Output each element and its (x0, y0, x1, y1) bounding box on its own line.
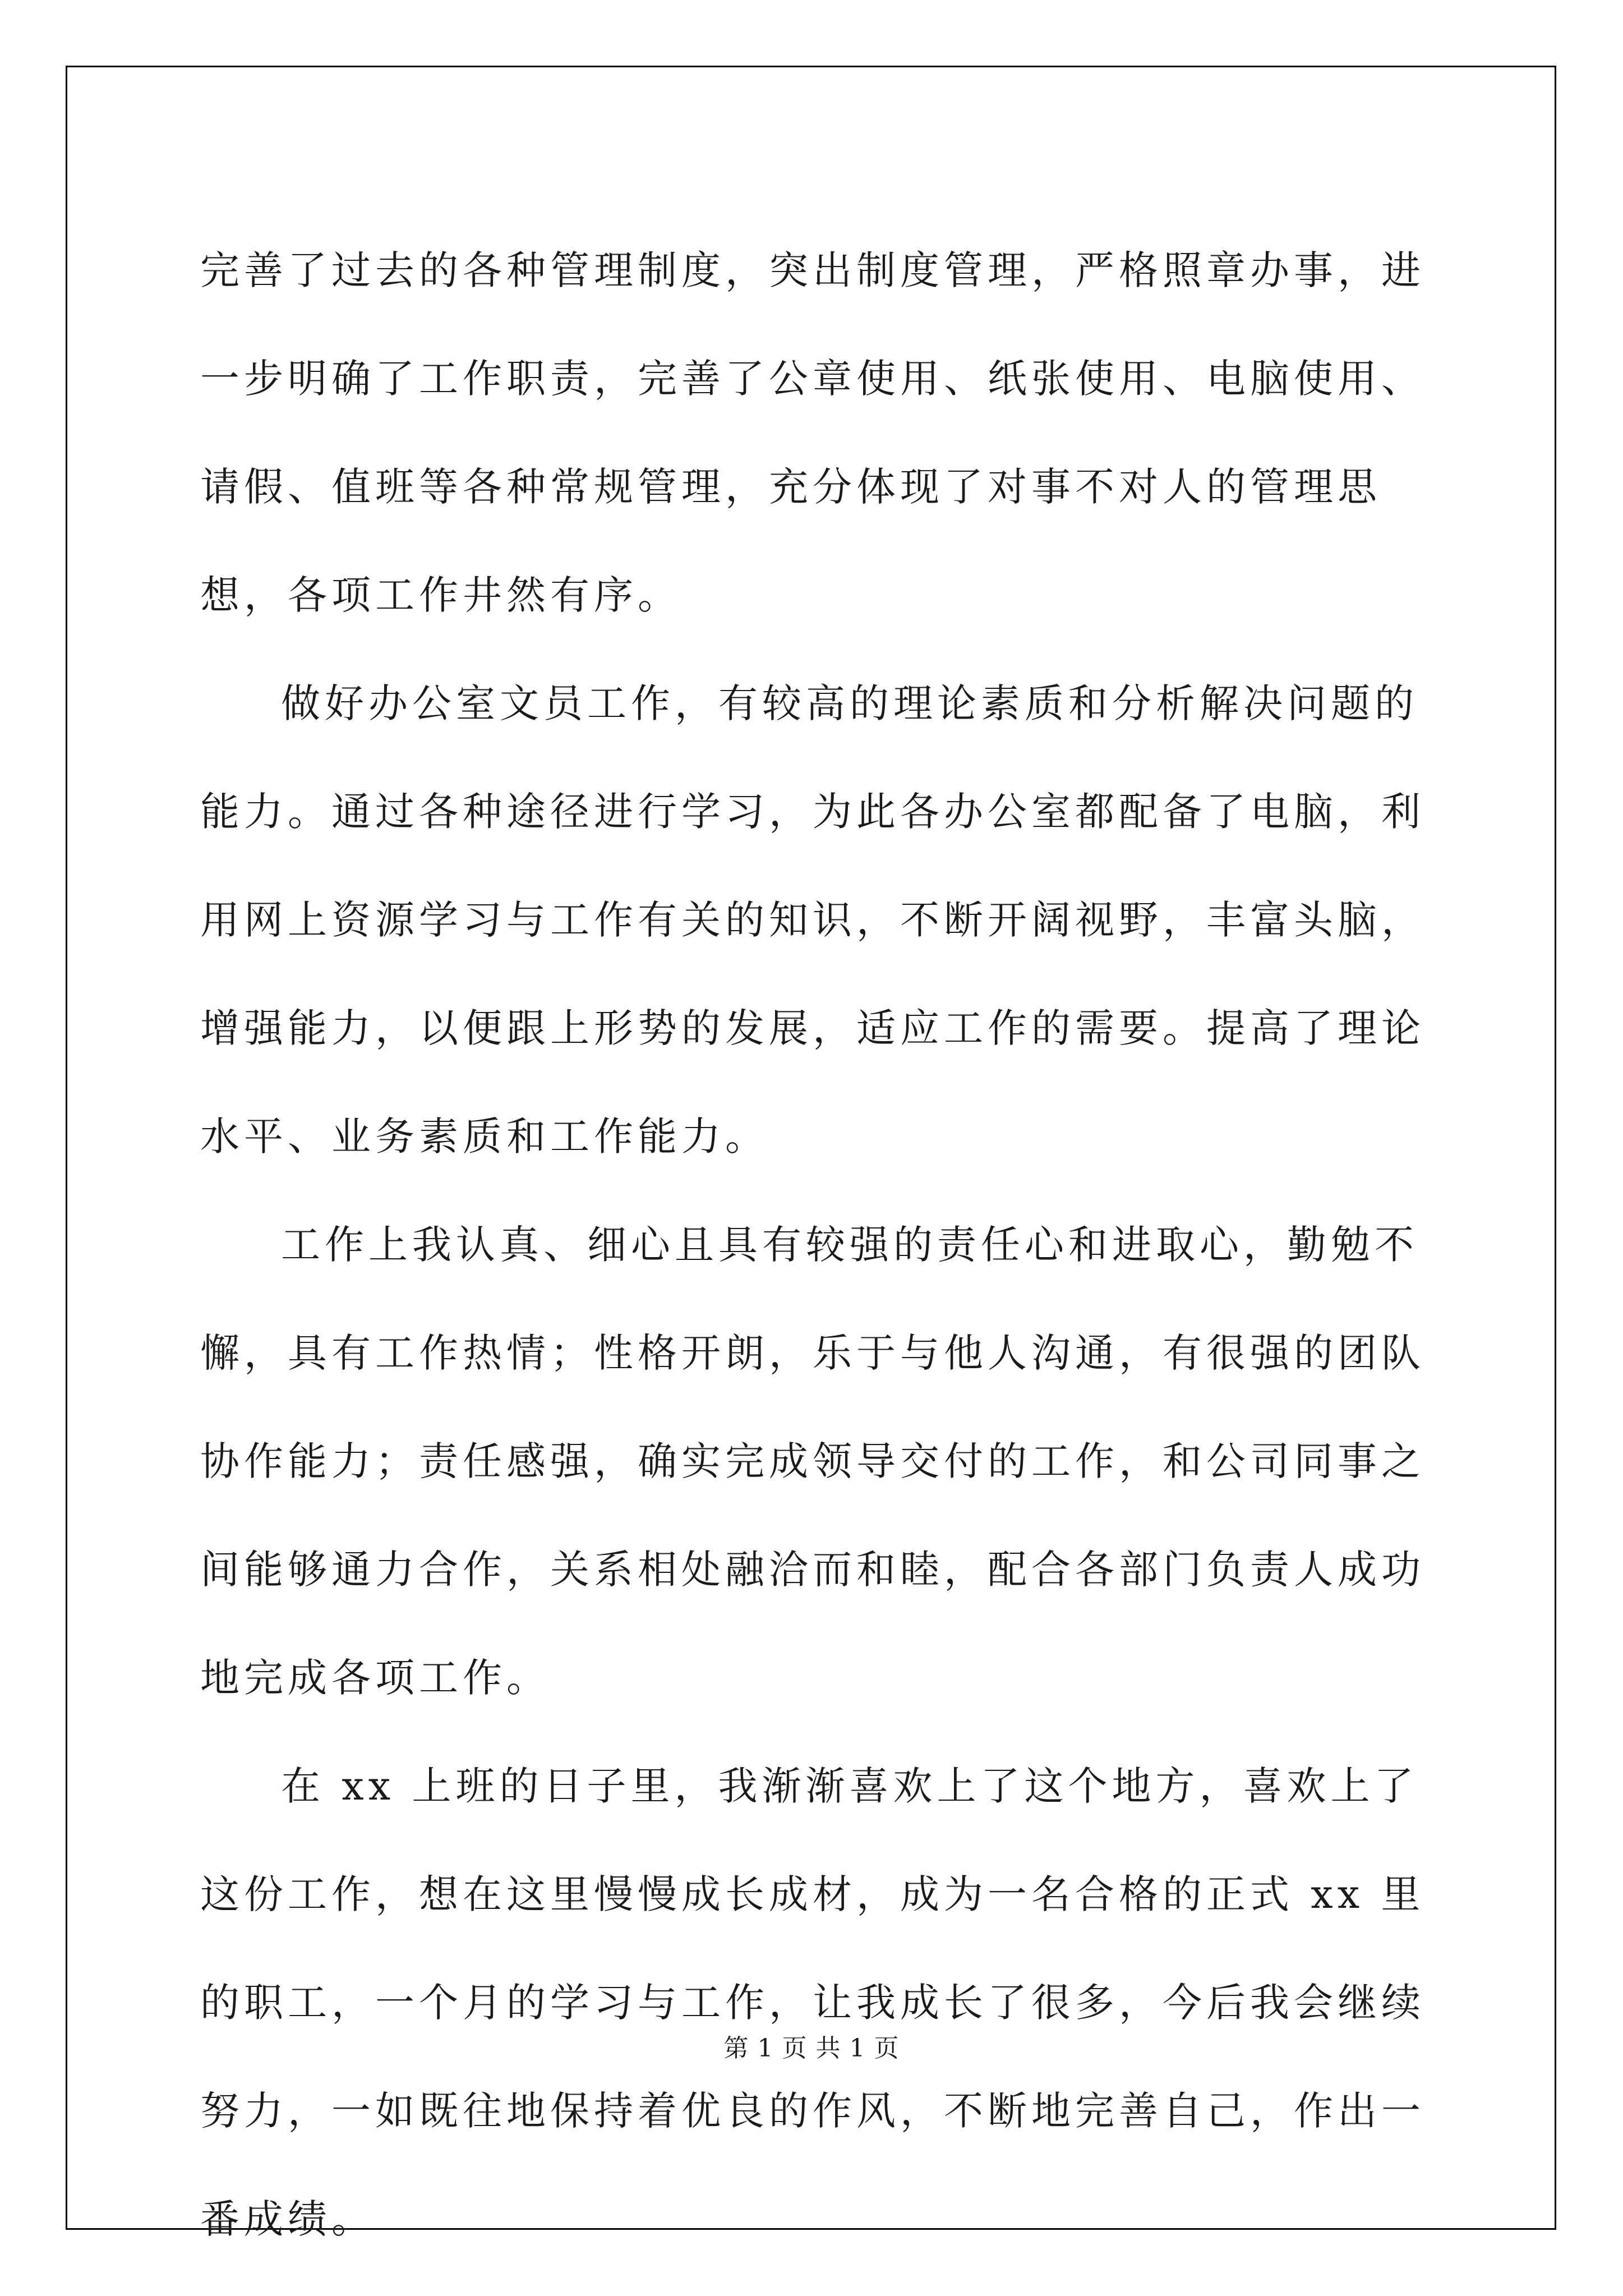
paragraph-3: 工作上我认真、细心且具有较强的责任心和进取心，勤勉不懈，具有工作热情；性格开朗，乐于与他人沟通，有很强的团队协作能力；责任感强，确实完成领导交付的工作，和公司同事之间能够通力合作，关系相处融洽而和睦，配合各部门负责人成功地完成各项工作。 (200, 1222, 1425, 1701)
page-footer: 第 1 页 共 1 页 (723, 2034, 900, 2063)
document-body (200, 217, 1437, 2274)
paragraph-1: 完善了过去的各种管理制度，突出制度管理，严格照章办事，进一步明确了工作职责，完善了公章使用、纸张使用、电脑使用、请假、值班等各种常规管理，充分体现了对事不对人的管理思想，各项工作井然有序。 (200, 247, 1425, 618)
paragraph-2: 做好办公室文员工作，有较高的理论素质和分析解决问题的能力。通过各种途径进行学习，为此各办公室都配备了电脑，利用网上资源学习与工作有关的知识，不断开阔视野，丰富头脑，增强能力，以便跟上形势的发展，适应工作的需要。提高了理论水平、业务素质和工作能力。 (200, 680, 1425, 1159)
paragraph-4: 在 xx 上班的日子里，我渐渐喜欢上了这个地方，喜欢上了这份工作，想在这里慢慢成长成材，成为一名合格的正式 xx 里的职工，一个月的学习与工作，让我成长了很多，今后我会继续努力，一如既往地保持着优良的作风，不断地完善自己，作出一番成绩。 (200, 1763, 1425, 2242)
